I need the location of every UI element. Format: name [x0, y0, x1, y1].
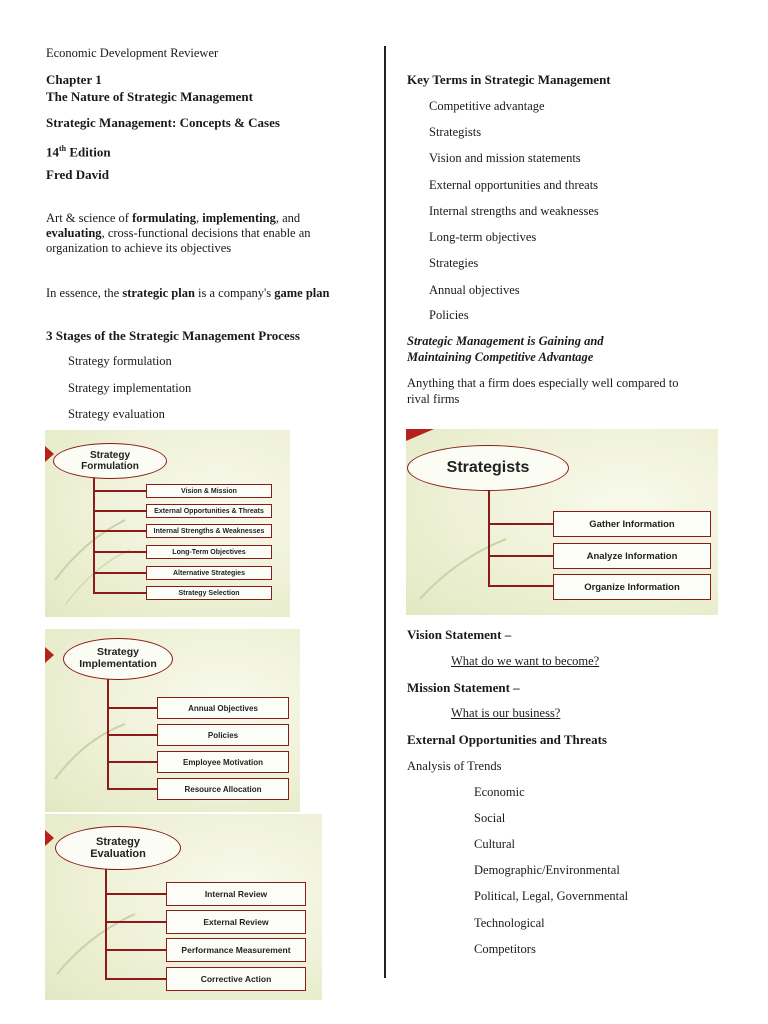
- slide-strategy-formulation: [45, 430, 290, 617]
- slide-title-oval: [63, 638, 173, 680]
- slide-title-oval: [53, 443, 167, 479]
- key-term-item: Strategists: [429, 125, 482, 139]
- essence-bold-game-plan: game plan: [274, 286, 330, 300]
- definition-text: ,: [195, 211, 203, 225]
- slide-item-box: Strategy Selection: [146, 586, 272, 600]
- connector-line: [105, 949, 166, 951]
- slide-title-oval: Strategists: [407, 445, 569, 491]
- connector-line: [107, 707, 157, 709]
- key-term-item: Competitive advantage: [429, 99, 545, 113]
- competitive-advantage-definition: rival firms: [407, 392, 460, 406]
- slide-title-line: Formulation: [81, 461, 139, 472]
- author: Fred David: [46, 167, 109, 182]
- competitive-advantage-definition: Anything that a firm does especially well compared to: [407, 376, 679, 390]
- slide-item-box: Corrective Action: [166, 967, 306, 991]
- connector-line: [93, 592, 146, 594]
- definition-text: , cross-functional decisions that enable an organization to achieve its objectives: [46, 226, 311, 255]
- slide-strategy-evaluation: [45, 814, 322, 1000]
- slide-title-line: Implementation: [79, 658, 157, 670]
- slide-title-line: Strategy: [96, 646, 139, 659]
- stage-item: Strategy implementation: [68, 381, 192, 395]
- column-divider: [384, 46, 386, 978]
- key-term-item: External opportunities and threats: [429, 178, 599, 192]
- connector-line: [93, 510, 146, 512]
- external-heading: External Opportunities and Threats: [407, 732, 607, 747]
- book-title: Strategic Management: Concepts & Cases: [46, 115, 280, 130]
- mission-statement-question: What is our business?: [451, 706, 561, 720]
- slide-item-box: Internal Review: [166, 882, 306, 906]
- slide-item-box: Gather Information: [553, 511, 711, 537]
- slide-item-box: Alternative Strategies: [146, 566, 272, 580]
- connector-line: [488, 523, 553, 525]
- connector-line: [105, 921, 166, 923]
- essence-text: is a company's: [194, 286, 275, 300]
- definition-text: Art & science of: [46, 211, 133, 225]
- essence-bold-strategic-plan: strategic plan: [122, 286, 195, 300]
- key-terms-heading: Key Terms in Strategic Management: [407, 72, 611, 87]
- connector-line: [93, 551, 146, 553]
- trends-label: Analysis of Trends: [407, 759, 502, 773]
- trend-item: Technological: [474, 916, 545, 930]
- stage-item: Strategy formulation: [68, 354, 172, 368]
- key-term-item: Annual objectives: [429, 283, 520, 297]
- connector-line: [107, 761, 157, 763]
- slide-item-box: External Opportunities & Threats: [146, 504, 272, 518]
- slide-item-box: Annual Objectives: [157, 697, 289, 719]
- edition-word: Edition: [66, 144, 111, 160]
- key-term-item: Long-term objectives: [429, 230, 537, 244]
- connector-line: [105, 978, 166, 980]
- trend-item: Economic: [474, 785, 525, 799]
- trend-item: Competitors: [474, 942, 536, 956]
- chapter-title: The Nature of Strategic Management: [46, 89, 253, 104]
- connector-line: [93, 478, 95, 593]
- trend-item: Cultural: [474, 837, 515, 851]
- slide-item-box: Long-Term Objectives: [146, 545, 272, 559]
- slide-item-box: External Review: [166, 910, 306, 934]
- definition-bold-formulating: formulating: [132, 211, 196, 225]
- vision-statement-label: Vision Statement –: [407, 627, 512, 642]
- key-term-item: Internal strengths and weaknesses: [429, 204, 599, 218]
- definition-text: , and: [275, 211, 301, 225]
- definition-bold-implementing: implementing: [202, 211, 276, 225]
- slide-strategy-implementation: [45, 629, 300, 812]
- slide-item-box: Analyze Information: [553, 543, 711, 569]
- slide-item-box: Resource Allocation: [157, 778, 289, 800]
- mission-statement-label: Mission Statement –: [407, 680, 520, 695]
- slide-title-line: Strategy: [89, 450, 130, 461]
- connector-line: [488, 490, 490, 586]
- slide-title-line: Evaluation: [90, 848, 146, 860]
- essence-paragraph: [46, 286, 356, 301]
- connector-line: [93, 572, 146, 574]
- key-term-item: Vision and mission statements: [429, 151, 581, 165]
- key-term-item: Strategies: [429, 256, 479, 270]
- connector-line: [488, 555, 553, 557]
- connector-line: [93, 490, 146, 492]
- key-term-item: Policies: [429, 308, 469, 322]
- essence-text: In essence, the: [46, 286, 123, 300]
- slide-item-box: Employee Motivation: [157, 751, 289, 773]
- edition-suffix: th: [59, 144, 67, 153]
- slide-strategists: [406, 429, 718, 615]
- connector-line: [93, 530, 146, 532]
- connector-line: [107, 734, 157, 736]
- slide-item-box: Performance Measurement: [166, 938, 306, 962]
- slide-item-box: Vision & Mission: [146, 484, 272, 498]
- trend-item: Demographic/Environmental: [474, 863, 620, 877]
- stages-heading: 3 Stages of the Strategic Management Process: [46, 328, 300, 343]
- slide-title-oval: [55, 826, 181, 870]
- connector-line: [107, 788, 157, 790]
- slide-item-box: Organize Information: [553, 574, 711, 600]
- edition-number: 14: [46, 144, 59, 160]
- connector-line: [488, 585, 553, 587]
- edition: [46, 141, 111, 159]
- trend-item: Political, Legal, Governmental: [474, 889, 629, 903]
- slide-item-box: Policies: [157, 724, 289, 746]
- slide-title-line: Strategy: [95, 835, 141, 848]
- connector-line: [105, 893, 166, 895]
- definition-bold-evaluating: evaluating: [46, 226, 102, 240]
- stage-item: Strategy evaluation: [68, 407, 165, 421]
- definition-paragraph: [46, 211, 356, 256]
- slide-item-box: Internal Strengths & Weaknesses: [146, 524, 272, 538]
- connector-line: [105, 869, 107, 979]
- competitive-advantage-heading: Strategic Management is Gaining and: [407, 334, 604, 348]
- trend-item: Social: [474, 811, 506, 825]
- chapter-label: Chapter 1: [46, 72, 102, 87]
- vision-statement-question: What do we want to become?: [451, 654, 600, 668]
- document-title: Economic Development Reviewer: [46, 46, 219, 60]
- competitive-advantage-heading: Maintaining Competitive Advantage: [407, 350, 594, 364]
